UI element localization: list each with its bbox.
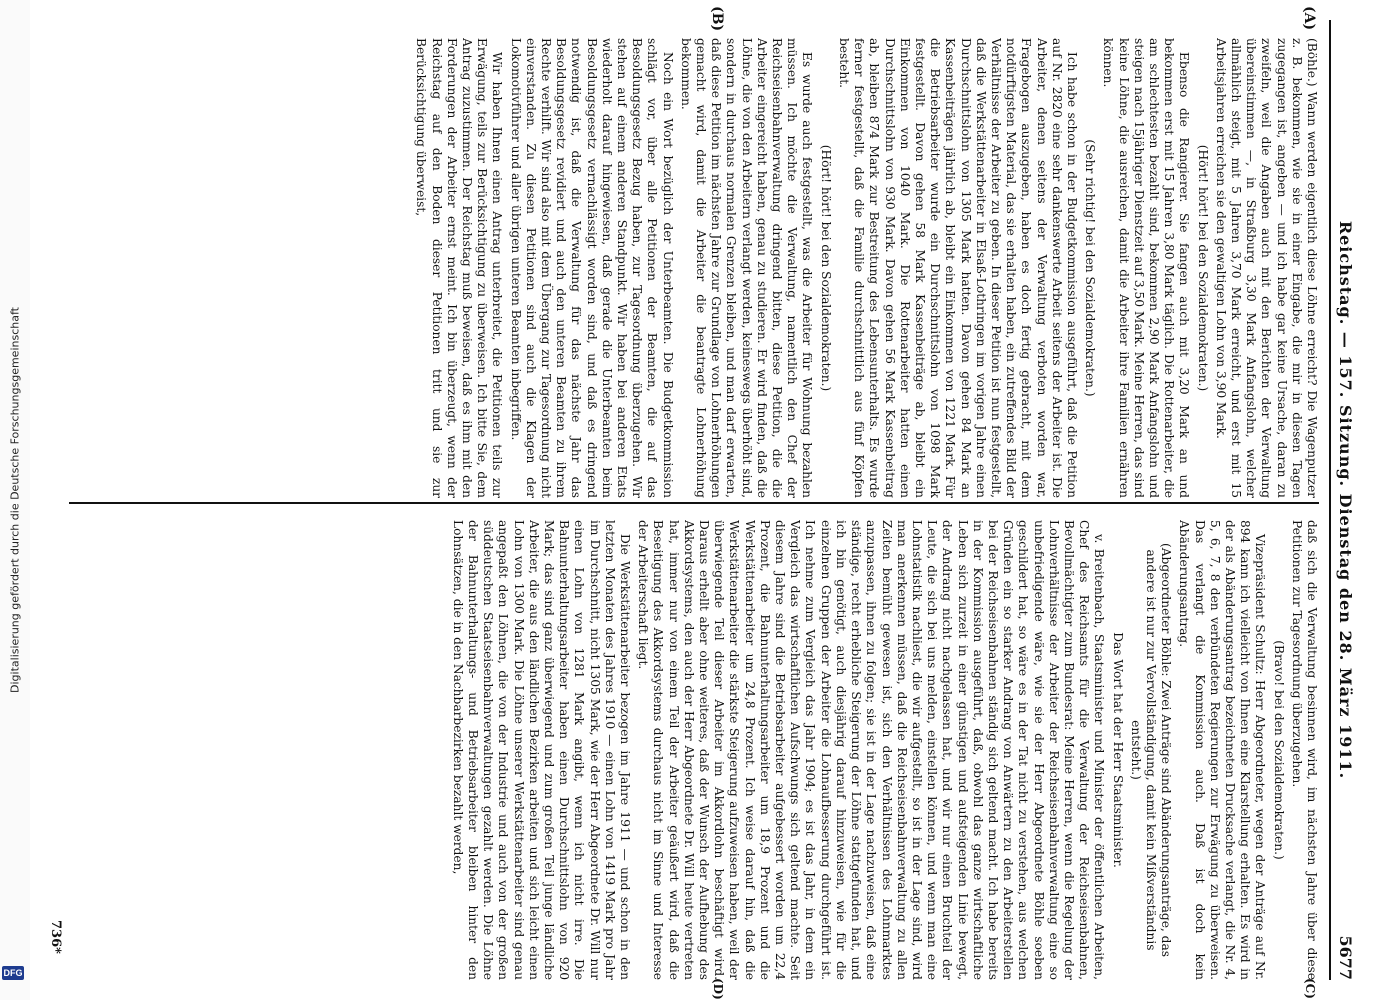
digitization-credit: Digitalisierung gefördert durch die Deutsche Forschungsgemeinschaft [8,307,22,693]
margin-mark-a: (A) [1301,6,1317,31]
margin-mark-c: (C) [1303,978,1317,999]
speaker-announcement: Das Wort hat der Herr Staatsminister. [1110,632,1125,868]
paragraph: Noch ein Wort bezüglich der Unterbeamten. Die Budgetkommission schlägt vor, über alle Petitionen der Beamten, die auf das Besoldungsgesetz Bezug haben, zur Tagesordnung überzugehen. Wir stehen auf einem anderen Standpunkt. Wir haben bei anderen Etats wiederholt darauf hingewiesen, daß gerade die Unterbeamten beim Besoldungsgesetz vernachlässigt worden sind, und daß es dringend notwendig ist, daß die Verwaltung für das nächste Jahr das Besoldungsgesetz revidiert und auch den unteren Beamten zu ihrem Rechte verhilft. Wir sind also mit dem Übergang zur Tagesordnung nicht einverstanden. Zu diesen Petitionen sind auch die Klagen der Lokomotivführer und aller übrigen unteren Beamten inbegriffen. [508,38,675,498]
paragraph: Vizepräsident Schultz: Herr Abgeordneter, wegen der Anträge auf Nr. 894 kann ich vielleicht von Ihnen eine Klarstellung erhalten. Es wird in der als Abänderungsantrag bezeichneten Drucksache verlangt, die Nr. 4, 5, 6, 7, 8 den verbündeten Regierungen zur Erwägung zu überweisen. Das verlangt die Kommission auch. Daß ist doch kein Abänderungsantrag. [1177,520,1268,980]
signature-mark: 736* [48,920,63,954]
interjection: (Hört! hört! bei den Sozialdemokraten.) [818,144,833,392]
paragraph: Ebenso die Rangierer. Sie fangen auch mit 3,20 Mark an und bekommen erst mit 15 Jahren 3,80 Mark täglich. Die Rottenarbeiter, die am schlechtesten bezahlt sind, bekommen 2,90 Mark Anfangslohn und steigen nach 15jähriger Dienstzeit auf 3,50 Mark. Meine Herren, das sind keine Löhne, die ausreichen, damit die Arbeiter ihre Familien ernähren können. [1101,38,1192,498]
paragraph: Es wurde auch festgestellt, was die Arbeiter für Wohnung bezahlen müssen. Ich möchte die Verwaltung, namentlich den Chef der Reichseisenbahnverwaltung dringend bitten, diese Petition, die die Arbeiter eingereicht haben, genau zu studieren. Er wird finden, daß die Löhne, die von den Arbeitern verlangt werden, keineswegs überhöht sind, sondern in durchaus normalen Grenzen bleiben, und man darf erwarten, daß diese Petition im nächsten Jahre zur Grundlage von Lohnerhöhungen gemacht wird, damit die Arbeiter die beantragte Lohnerhöhung bekommen. [678,38,815,498]
paragraph: daß sich die Verwaltung besinnen wird, im nächsten Jahre über diese Petitionen zur Tagesordnung überzugehen. [1289,520,1319,980]
paragraph: Die Werkstättenarbeiter bezogen im Jahre 1911 — und schon in den letzten Monaten des Jahres 1910 — einen Lohn von 1419 Mark pro Jahr im Durchschnitt, nicht 1305 Mark, wie der Herr Abgeordnete Dr. Will nur einen Lohn von 1281 Mark angibt, wenn ich nicht irre. Die Bahnunterhaltungsarbeiter haben einen Durchschnittslohn von 920 Mark; das sind ganz überwiegend und zum großen Teil junge ländliche Arbeiter, die aus den ländlichen Bezirken arbeiten und sich leicht einen Lohn von 1300 Mark. Die Löhne unserer Werkstättenarbeiter sind genau angepaßt den Löhnen, die von der Industrie und auch von der großen süddeutschen Staatseisenbahnverwaltungen gezahlt werden. Die Löhne der Bahnunterhaltungs- und Betriebsarbeiter bleiben hinter den Lohnsätzen, die in den Nachbarbezirken bezahlt werden, [450,520,633,980]
running-head: Reichstag. — 157. Sitzung. Dienstag den 28. März 1911. [1336,220,1355,780]
digitization-strip [0,0,30,1000]
interjection: (Abgeordneter Böhle: Zwei Anträge sind Abänderungsanträge, das andere ist nur zur Vervollständigung, damit kein Mißverständnis entsteht.) [1128,542,1174,958]
interjection: (Hört! hört! bei den Sozialdemokraten.) [1195,144,1210,392]
paragraph: (Böhle.) Wann werden eigentlich diese Löhne erreicht? Die Wagenputzer z. B. bekommen, wie sie in einer Eingabe, die mir in diesen Tagen zugegangen ist, angeben — und ich habe gar keine Ursache, daran zu zweifeln, weil die Angaben auch mit den Berichten der Verwaltung übereinstimmen —, in Straßburg 3,30 Mark Anfangslohn, welcher allmählich steigt, mit 5 Jahren 3,70 Mark erreicht, und erst mit 15 Arbeitsjahren erreichen sie den gewaltigen Lohn von 3,90 Mark. [1213,38,1319,498]
margin-mark-d: (D) [711,978,725,1000]
interjection: (Sehr richtig! bei den Sozialdemokraten.) [1083,139,1098,397]
left-column [69,38,1319,498]
column-divider [69,502,1319,504]
page-number: 5677 [1336,935,1355,980]
paragraph: v. Breitenbach, Staatsminister und Minister der öffentlichen Arbeiten, Chef des Reichsamts für die Verwaltung der Reichseisenbahnen, Bevollmächtigter zum Bundesrat: Meine Herren, wenn die Regelung der Lohnverhältnisse der Arbeiter der Reichseisenbahnverwaltung eine so unbefriedigende wäre, wie sie der Herr Abgeordnete Böhle soeben geschildert hat, so wäre es in der Tat nicht zu verstehen, aus welchen Gründen ein so starker Andrang von Anwärtern zu den Arbeiterstellen bei der Reichseisenbahnen ständig sich geltend macht. Ich habe bereits in der Kommission ausgeführt, daß, obwohl das ganze wirtschaftliche Leben sich zurzeit in einer günstigen und aufsteigenden Linie bewegt, der Andrang nicht nachgelassen hat, und wir nur einen Bruchteil der Leute, die sich bei uns melden, einstellen können, und wenn man eine Lohnstatistik nachliest, die wir aufgestellt, so ist in der Lage sind, wird man anerkennen müssen, daß die Reichseisenbahnverwaltung zu allen Zeiten bemüht gewesen ist, sich den Verhältnissen des Lohnmarktes anzupassen, ihnen zu folgen; sie ist in der Lage nachzuweisen, daß eine ständige, recht erhebliche Steigerung der Löhne stattgefunden hat, und ich bin genötigt, auch diesjährig darauf hinzuweisen, wie für die einzelnen Gruppen der Arbeiter die Lohnaufbesserung durchgeführt ist. Ich nehme zum Vergleich das Jahr 1904; es ist das Jahr, in dem ein Vergleich das wirtschaftlichen Aufschwungs sich geltend machte. Seit diesem Jahre sind die Betriebsarbeiter aufgebessert worden um 22,4 Prozent, die Bahnunterhaltungsarbeiter um 18,9 Prozent und die Werkstättenarbeiter um 24,8 Prozent. Ich weise darauf hin, daß die Werkstättenarbeiter die stärkste Steigerung aufzuweisen haben, weil der überwiegende Teil dieser Arbeiter im Akkordlohn beschäftigt wird. Daraus erhellt aber ohne weiteres, daß der Wunsch der Aufhebung des Akkordsystems, den auch der Herr Abgeordnete Dr. Will heute vertreten hat, immer nur von einem Teil der Arbeiter geäußert wird, daß die Beseitigung des Akkordsystems durchaus nicht im Sinne und Interesse der Arbeiterschaft liegt. [636,520,1107,980]
dfg-logo: DFG [3,968,23,978]
margin-mark-b: (B) [709,6,725,32]
page-header [1329,20,1361,980]
paragraph: Ich habe schon in der Budgetkommission ausgeführt, daß die Petition auf Nr. 2820 eine sehr dankenswerte Arbeit seitens der Arbeiter ist. Die Arbeiter, denen seitens der Verwaltung verboten worden war, Fragebogen auszugeben, haben es doch fertig gebracht, mit dem notdürftigsten Material, das sie erhalten haben, ein zutreffendes Bild der Verhältnisse der Arbeiter zu geben. In dieser Petition ist nun festgestellt, daß die Werkstättenarbeiter in Elsaß-Lothringen im vorigen Jahre einen Durchschnittslohn von 1305 Mark hatten. Davon gehen 84 Mark an Kassenbeiträgen jährlich ab, bleibt ein Einkommen von 1221 Mark. Für die Betriebsarbeiter wurde ein Durchschnittslohn von 1098 Mark festgestellt. Davon gehen 58 Mark Kassenbeiträge ab, bleibt ein Einkommen von 1040 Mark. Die Rottenarbeiter hatten einen Durchschnittslohn von 930 Mark. Davon gehen 56 Mark Kassenbeitrag ab, bleiben 874 Mark zur Bestreitung des Lebensunterhalts. Es wurde ferner festgestellt, daß die Familie durchschnittlich aus fünf Köpfen besteht. [836,38,1079,498]
paragraph: Wir haben Ihnen einen Antrag unterbreitet, die Petitionen teils zur Erwägung, teils zur Berücksichtigung zu überweisen. Ich bitte Sie, dem Antrag zuzustimmen. Der Reichstag muß beweisen, daß es ihm mit den Forderungen der Arbeiter ernst meint. Ich bin überzeugt, wenn der Reichstag auf den Boden dieser Petitionen tritt und sie zur Berücksichtigung überweist, [414,38,505,498]
right-column [69,520,1319,980]
interjection: (Bravo! bei den Sozialdemokraten.) [1271,640,1286,860]
scanned-page [35,0,1365,1000]
